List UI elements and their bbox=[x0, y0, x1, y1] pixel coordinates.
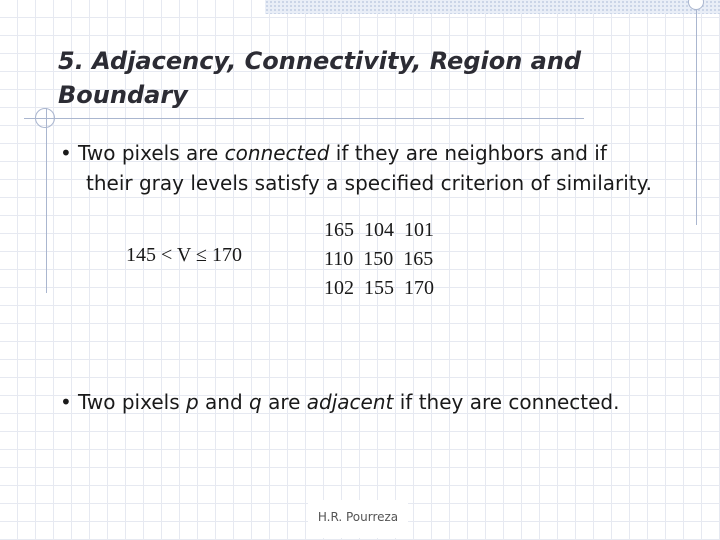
bullet2-emphasis: adjacent bbox=[306, 390, 394, 414]
bullet2-part1: Two pixels bbox=[78, 390, 186, 414]
bullet-connected-line2: their gray levels satisfy a specified criterion of similarity. bbox=[86, 171, 652, 195]
bullet2-part3: are bbox=[261, 390, 307, 414]
bullet1-suffix: if they are neighbors and if bbox=[329, 141, 607, 165]
matrix-row: 110 150 165 bbox=[324, 248, 434, 270]
bullet2-part4: if they are connected. bbox=[393, 390, 620, 414]
bullet2-part2: and bbox=[198, 390, 250, 414]
rule-circle-ornament bbox=[35, 108, 55, 128]
bullet-dot: • bbox=[60, 390, 72, 414]
bullet2-q: q bbox=[249, 390, 262, 414]
bullet1-prefix: Two pixels are bbox=[78, 141, 225, 165]
footer-author: H.R. Pourreza bbox=[317, 510, 399, 524]
pixel-value-matrix bbox=[324, 216, 434, 303]
matrix-row: 102 155 170 bbox=[324, 277, 434, 299]
title-line-1: 5. Adjacency, Connectivity, Region and bbox=[58, 47, 582, 75]
bullet1-emphasis: connected bbox=[224, 141, 330, 165]
matrix-row: 165 104 101 bbox=[324, 219, 434, 241]
bullet-dot: • bbox=[60, 141, 72, 165]
top-decorative-band bbox=[265, 0, 720, 14]
similarity-condition: 145 < V ≤ 170 bbox=[126, 244, 242, 266]
title-underline-rule bbox=[24, 118, 584, 119]
bullet-adjacent bbox=[60, 387, 710, 417]
bullet-connected bbox=[60, 138, 710, 168]
left-vertical-rule bbox=[46, 108, 47, 293]
title-line-2: Boundary bbox=[58, 81, 188, 109]
slide-title bbox=[58, 44, 658, 112]
bullet2-p: p bbox=[185, 390, 199, 414]
